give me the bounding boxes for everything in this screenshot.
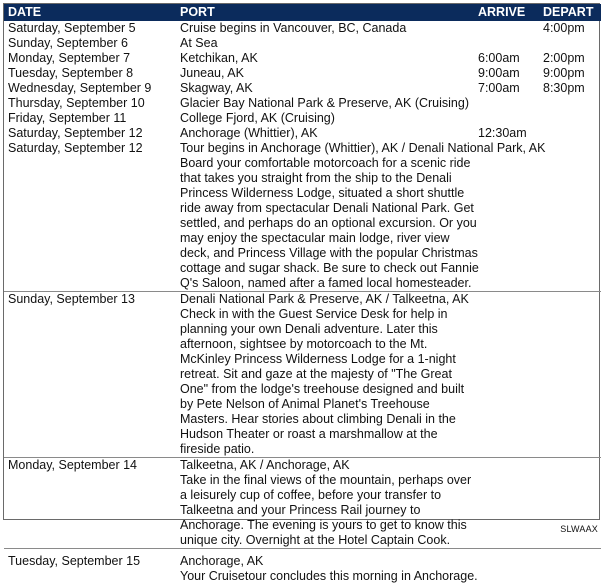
row-port: Skagway, AK	[176, 81, 474, 96]
row-arrive: 7:00am	[474, 81, 539, 96]
row-description: Your Cruisetour concludes this morning in Anchorage.	[180, 569, 510, 584]
row-port: Juneau, AK	[176, 66, 474, 81]
row-depart: 2:00pm	[539, 51, 601, 66]
header-port: PORT	[176, 4, 474, 21]
row-arrive	[474, 111, 539, 126]
row-arrive	[474, 36, 539, 51]
row-date: Saturday, September 12	[4, 126, 176, 141]
row-details	[176, 458, 601, 549]
row-depart: 4:00pm	[539, 21, 601, 36]
row-date: Thursday, September 10	[4, 96, 176, 111]
row-date: Monday, September 14	[4, 458, 176, 549]
table-row	[4, 36, 601, 51]
header-date: DATE	[4, 4, 176, 21]
row-date: Friday, September 11	[4, 111, 176, 126]
table-row	[4, 126, 601, 141]
row-date: Sunday, September 6	[4, 36, 176, 51]
row-date: Wednesday, September 9	[4, 81, 176, 96]
table-row	[4, 111, 601, 126]
row-arrive: 6:00am	[474, 51, 539, 66]
row-port: Cruise begins in Vancouver, BC, Canada	[176, 21, 474, 36]
row-port: College Fjord, AK (Cruising)	[176, 111, 474, 126]
row-date: Sunday, September 13	[4, 292, 176, 458]
row-arrive	[474, 21, 539, 36]
row-description: Check in with the Guest Service Desk for help in planning your own Denali adventure. Later this afternoon, sightsee by motorcoach to the Mt. McKinley Princess Wilderness Lodge for a 1-night retreat. Sit and gaze at the majesty of "The Great One" from the lodge's treehouse designed and built by Pete Nelson of Animal Planet's Treehouse Masters. Hear stories about climbing Denali in the Hudson Theater or roast a marshmallow at the fireside patio.	[180, 307, 480, 457]
row-port: Denali National Park & Preserve, AK / Talkeetna, AK	[180, 292, 597, 307]
row-depart: 8:30pm	[539, 81, 601, 96]
table-row	[4, 458, 601, 549]
row-depart: 9:00pm	[539, 66, 601, 81]
row-date: Monday, September 7	[4, 51, 176, 66]
row-port: Ketchikan, AK	[176, 51, 474, 66]
header-depart: DEPART	[539, 4, 601, 21]
itinerary-table	[4, 4, 601, 584]
header-arrive: ARRIVE	[474, 4, 539, 21]
table-row	[4, 51, 601, 66]
row-date: Saturday, September 5	[4, 21, 176, 36]
header-row	[4, 4, 601, 21]
row-details	[176, 549, 601, 584]
row-port: Anchorage (Whittier), AK	[176, 126, 474, 141]
row-depart	[539, 111, 601, 126]
table-row	[4, 81, 601, 96]
row-date: Saturday, September 12	[4, 141, 176, 292]
itinerary-table-frame	[3, 3, 600, 520]
row-arrive: 12:30am	[474, 126, 539, 141]
row-date: Tuesday, September 15	[4, 549, 176, 584]
row-description: Board your comfortable motorcoach for a scenic ride that takes you straight from the ship to the Denali Princess Wilderness Lodge, situated a short shuttle ride away from spectacular Denali National Park. Get settled, and perhaps do an optional excursion. Or you may enjoy the spectacular main lodge, river view deck, and Princess Village with the popular Christmas cottage and sugar shack. Be sure to check out Fannie Q's Saloon, named after a famed local homesteader.	[180, 156, 480, 291]
row-port: At Sea	[176, 36, 474, 51]
row-depart	[539, 36, 601, 51]
table-row	[4, 66, 601, 81]
row-port: Tour begins in Anchorage (Whittier), AK / Denali National Park, AK	[180, 141, 597, 156]
row-description: Take in the final views of the mountain, perhaps over a leisurely cup of coffee, before your transfer to Talkeetna and your Princess Rail journey to Anchorage. The evening is yours to get to know this unique city. Overnight at the Hotel Captain Cook.	[180, 473, 480, 548]
row-date: Tuesday, September 8	[4, 66, 176, 81]
table-row	[4, 141, 601, 292]
table-row	[4, 549, 601, 584]
row-depart	[539, 126, 601, 141]
table-row	[4, 292, 601, 458]
document-code: SLWAAX	[560, 524, 598, 534]
table-row	[4, 21, 601, 36]
row-arrive: 9:00am	[474, 66, 539, 81]
row-details	[176, 141, 601, 292]
row-port: Talkeetna, AK / Anchorage, AK	[180, 458, 597, 473]
row-port: Glacier Bay National Park & Preserve, AK (Cruising)	[176, 96, 601, 111]
table-row	[4, 96, 601, 111]
row-port: Anchorage, AK	[180, 554, 597, 569]
row-details	[176, 292, 601, 458]
